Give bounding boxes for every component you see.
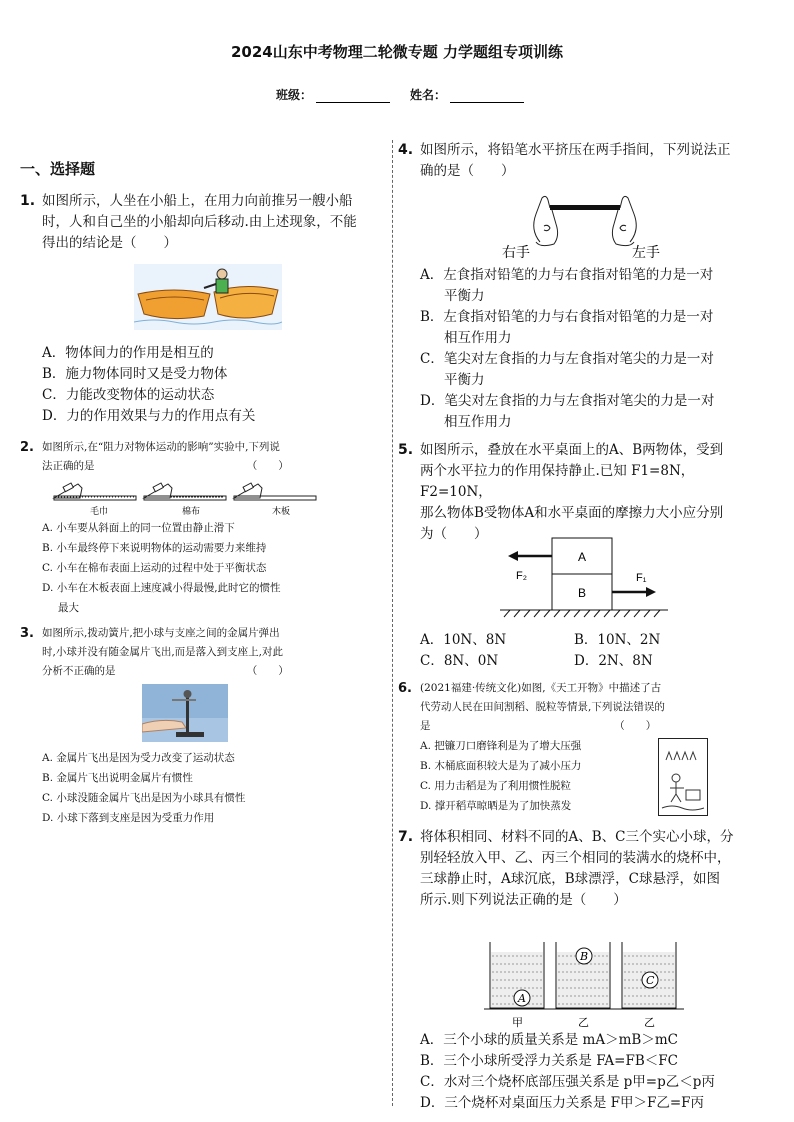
option-b[interactable]: B．左食指对铅笔的力与右食指对铅笔的力是一对 [420,309,714,325]
force-f2-label: F₂ [516,570,527,582]
question-text: 三球静止时，A球沉底，B球漂浮，C球悬浮，如图 [420,871,720,887]
question-text: 所示.则下列说法正确的是（ ） [420,892,627,908]
option-b[interactable]: B．三个小球所受浮力关系是 FA=FB＜FC [420,1053,678,1069]
question-text: 时,小球并没有随金属片飞出,而是落入到支座上,对此 [42,646,284,658]
left-hand-label: 左手 [632,245,660,261]
question-text: 确的是（ ） [420,163,515,179]
option-a[interactable]: A．物体间力的作用是相互的 [42,345,214,361]
option-d[interactable]: D. 撑开稻草晾晒是为了加快蒸发 [420,800,572,812]
option-b[interactable]: B．施力物体同时又是受力物体 [42,366,228,382]
class-label: 班级： [276,88,313,102]
question-text: 法正确的是 （ ） [42,460,289,472]
question-6-options [420,736,660,816]
name-blank[interactable] [450,90,524,103]
option-c[interactable]: C．水对三个烧杯底部压强关系是 p甲=p乙＜p丙 [420,1074,715,1090]
question-text: 代劳动人民在田间割稻、脱粒等情景,下列说法错误的 [420,701,665,713]
pencil-hands-figure [500,190,670,262]
option-a[interactable]: A. 把镰刀口磨锋利是为了增大压强 [420,740,582,752]
name-field[interactable] [410,86,524,103]
question-text: 如图所示，将铅笔水平挤压在两手指间，下列说法正 [420,142,731,158]
option-d[interactable]: D．力的作用效果与力的作用点有关 [42,408,256,424]
option-d[interactable]: D．2N、8N [574,653,653,669]
question-text: 分析不正确的是 （ ） [42,665,289,677]
question-4 [398,140,765,182]
question-text: 得出的结论是（ ） [42,235,177,251]
question-number: 4. [398,142,414,158]
class-field[interactable] [276,86,390,103]
beaker-label: 乙 [644,1016,655,1029]
force-f1-label: F₁ [636,572,647,584]
option-a[interactable]: A．左食指对铅笔的力与右食指对铅笔的力是一对 [420,267,714,283]
question-6 [398,679,765,736]
option-c[interactable]: C．笔尖对左食指的力与左食指对笔尖的力是一对 [420,351,714,367]
question-text: 是 （ ） [420,720,657,732]
ball-c-label: C [646,974,655,987]
question-number: 1. [20,193,36,209]
question-text: 如图所示，人坐在小船上，在用力向前推另一艘小船 [42,193,353,209]
question-5 [398,440,765,545]
question-text: 时，人和自己坐的小船却向后移动.由上述现象，不能 [42,214,357,230]
option-c[interactable]: C．力能改变物体的运动状态 [42,387,215,403]
question-text: 两个水平拉力的作用保持静止.已知 F1=8N，F2=10N， [420,463,695,500]
option-c-cont: 平衡力 [444,372,485,388]
question-number: 3. [20,626,34,641]
page-title: 2024山东中考物理二轮微专题 力学题组专项训练 [231,43,563,61]
ball-b-label: B [580,950,589,963]
question-4-options [420,265,765,433]
stacked-blocks-figure [500,535,686,619]
option-a[interactable]: A. 金属片飞出是因为受力改变了运动状态 [42,752,235,764]
question-text: 将体积相同、材料不同的A、B、C三个实心小球，分 [420,829,734,845]
question-2-options [42,518,387,618]
question-text: 如图所示，叠放在水平桌面上的A、B两物体，受到 [420,442,724,458]
option-d-cont: 相互作用力 [444,414,512,430]
beaker-label: 乙 [578,1016,589,1029]
option-a[interactable]: A. 小车要从斜面上的同一位置由静止滑下 [42,522,235,534]
option-c[interactable]: C. 小球没随金属片飞出是因为小球具有惯性 [42,792,246,804]
question-7 [398,827,765,911]
question-1-options [42,343,387,427]
beakers-figure [484,940,684,1030]
option-b[interactable]: B. 小车最终停下来说明物体的运动需要力来维持 [42,542,267,554]
option-b[interactable]: B．10N、2N [574,632,661,648]
option-b-cont: 相互作用力 [444,330,512,346]
section-title: 一、选择题 [20,160,96,178]
right-hand-label: 右手 [502,245,530,261]
option-a-cont: 平衡力 [444,288,485,304]
option-a[interactable]: A．10N、8N [420,632,507,648]
column-divider [392,140,393,1106]
option-d[interactable]: D．笔尖对左食指的力与左食指对笔尖的力是一对 [420,393,715,409]
surface-label: 棉布 [182,507,201,517]
question-5-options [420,630,765,672]
option-d[interactable]: D. 小球下落到支座是因为受重力作用 [42,812,215,824]
question-2 [20,438,387,476]
question-text: 为（ ） [420,526,488,542]
option-d[interactable]: D．三个烧杯对桌面压力关系是 F甲＞F乙=F丙 [420,1095,705,1111]
option-c[interactable]: C. 用力击稻是为了利用惯性脱粒 [420,780,571,792]
question-number: 5. [398,442,414,458]
question-3-options [42,748,387,828]
question-number: 6. [398,681,412,696]
question-number: 7. [398,829,414,845]
option-c[interactable]: C. 小车在棉布表面上运动的过程中处于平衡状态 [42,562,267,574]
incline-experiment-figure [50,478,320,518]
question-7-options [420,1030,765,1114]
inertia-demo-figure [142,684,228,742]
beaker-label: 甲 [512,1016,523,1029]
question-text: (2021福建·传统文化)如图,《天工开物》中描述了古 [420,682,662,694]
question-text: 别轻轻放入甲、乙、丙三个相同的装满水的烧杯中， [420,850,731,866]
boat-figure [134,264,282,330]
option-a[interactable]: A．三个小球的质量关系是 mA＞mB＞mC [420,1032,678,1048]
block-a-label: A [578,550,587,564]
name-label: 姓名： [410,88,447,102]
option-c[interactable]: C．8N、0N [420,653,499,669]
question-1 [20,191,387,254]
option-b[interactable]: B. 木桶底面积较大是为了减小压力 [420,760,582,772]
question-3 [20,624,387,681]
question-text: 如图所示,拨动簧片,把小球与支座之间的金属片弹出 [42,627,280,639]
tiangong-kaiwu-figure [658,738,708,816]
ball-a-label: A [518,992,526,1005]
block-b-label: B [578,586,587,600]
option-d[interactable]: D. 小车在木板表面上速度减小得最慢,此时它的惯性 [42,582,281,594]
surface-label: 木板 [272,507,291,517]
option-d-cont: 最大 [58,602,79,614]
question-number: 2. [20,440,34,455]
option-b[interactable]: B. 金属片飞出说明金属片有惯性 [42,772,193,784]
class-blank[interactable] [316,90,390,103]
question-text: 如图所示,在“阻力对物体运动的影响”实验中,下列说 [42,441,280,453]
question-text: 那么物体B受物体A和水平桌面的摩擦力大小应分别 [420,505,724,521]
surface-label: 毛巾 [90,507,109,517]
